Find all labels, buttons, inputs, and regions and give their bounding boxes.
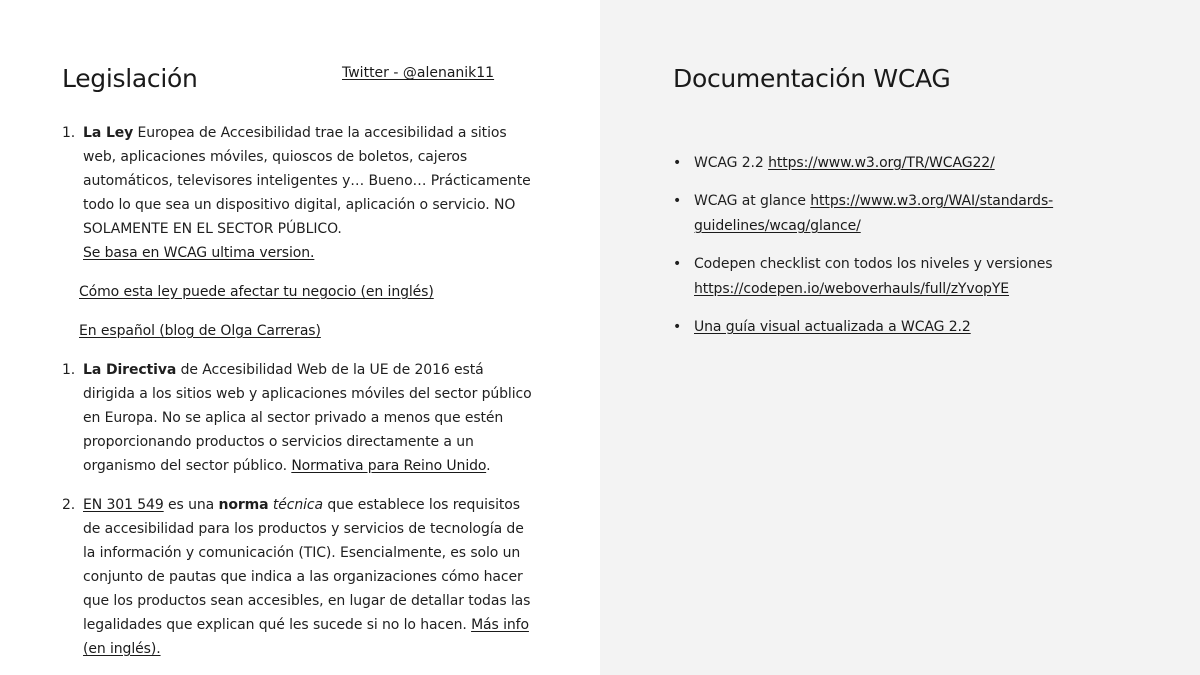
list-number: 1. <box>62 125 76 141</box>
list-number: 1. <box>62 362 76 378</box>
item-text: WCAG at glance <box>694 193 811 209</box>
wcag-docs-panel <box>600 0 1200 675</box>
list-item-ley <box>62 121 532 265</box>
spanish-blog-link[interactable]: En español (blog de Olga Carreras) <box>79 323 321 339</box>
list-item-directiva <box>62 358 532 478</box>
wcag-latest-link[interactable]: Se basa en WCAG ultima version. <box>83 245 315 261</box>
ley-bold: La Ley <box>83 125 134 141</box>
wcag-docs-list <box>673 151 1093 353</box>
bullet-icon: • <box>673 193 682 209</box>
bullet-icon: • <box>673 319 682 335</box>
en-text-a: es una <box>163 497 219 513</box>
wcag-docs-title: Documentación WCAG <box>673 64 951 93</box>
legislation-title: Legislación <box>62 64 198 93</box>
list-item <box>673 315 1093 340</box>
wcag-glance-link[interactable]: https://www.w3.org/WAI/standards-guidelines/wcag/glance/ <box>694 193 1054 234</box>
ley-text: Europea de Accesibilidad trae la accesibilidad a sitios web, aplicaciones móviles, quioscos de boletos, cajeros automáticos, televisores inteligentes y… Bueno… Prácticamente todo lo que sea un dispositivo digital, aplicación o servicio. NO SOLAMENTE EN EL SECTOR PÚBLICO. <box>83 125 531 237</box>
wcag22-link[interactable]: https://www.w3.org/TR/WCAG22/ <box>768 155 995 171</box>
bullet-icon: • <box>673 256 682 272</box>
list-item <box>673 151 1093 176</box>
item-text: Codepen checklist con todos los niveles y versiones <box>694 256 1053 272</box>
list-item <box>673 189 1093 239</box>
tecnica-italic: técnica <box>272 497 323 513</box>
en-text-b: que establece los requisitos de accesibilidad para los productos y servicios de tecnología de la información y comunicación (TIC). Esencialmente, es solo un conjunto de pautas que indica a las organizaciones cómo hacer que los productos sean accesibles, en lugar de detallar todas las legalidades que explican qué les sucede si no lo hacen. <box>83 497 531 633</box>
bullet-icon: • <box>673 155 682 171</box>
legislation-content <box>62 121 532 661</box>
directiva-bold: La Directiva <box>83 362 177 378</box>
visual-guide-link[interactable]: Una guía visual actualizada a WCAG 2.2 <box>694 319 971 335</box>
en301549-link[interactable]: EN 301 549 <box>83 497 164 513</box>
business-impact-link[interactable]: Cómo esta ley puede afectar tu negocio (en inglés) <box>79 284 434 300</box>
item-text: WCAG 2.2 <box>694 155 769 171</box>
directiva-text: de Accesibilidad Web de la UE de 2016 está dirigida a los sitios web y aplicaciones móviles del sector público en Europa. No se aplica al sector privado a menos que estén proporcionando productos o servicios directamente a un organismo del sector público. <box>83 362 532 474</box>
codepen-link[interactable]: https://codepen.io/weboverhauls/full/zYvopYE <box>694 281 1010 297</box>
more-info-link[interactable]: Más info (en inglés). <box>83 617 529 657</box>
twitter-link[interactable]: Twitter - @alenanik11 <box>342 65 495 81</box>
list-item-en301549 <box>62 493 532 661</box>
list-number: 2. <box>62 497 76 513</box>
norma-bold: norma <box>218 497 269 513</box>
uk-regulation-link[interactable]: Normativa para Reino Unido <box>291 458 487 474</box>
list-item <box>673 252 1093 302</box>
directiva-tail: . <box>486 458 491 474</box>
